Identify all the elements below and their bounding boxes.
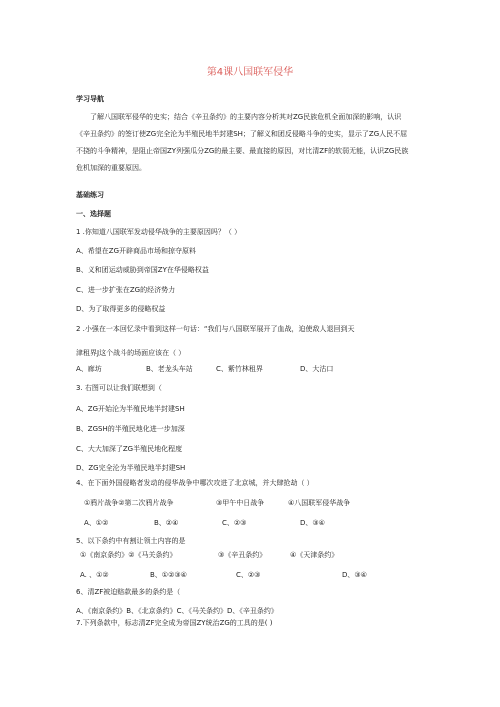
question-stem: 4、在下面外国侵略者发动的侵华战争中哪次攻进了北京城，并大肆抢劫（ ） xyxy=(76,479,314,487)
question-item: ③《辛丑条约》 xyxy=(218,551,267,559)
option: D、③④ xyxy=(342,571,367,579)
option: A、《南京条约》B、《北京条约》C、《马关条约》D、《辛丑条约》 xyxy=(76,607,278,615)
study-guide-line: 不挠的斗争精神，是阻止帝国ZY列强瓜分ZG的最主要、最直接的原因，对比清ZF的软弱无能，认识ZG民族 xyxy=(76,147,409,155)
basic-practice-heading: 基础练习 xyxy=(76,191,104,199)
option: A、①② xyxy=(84,519,109,527)
option: C、②③ xyxy=(222,519,247,527)
section-heading: 一、选择题 xyxy=(76,210,111,218)
option: D、为了取得更多的侵略权益 xyxy=(76,305,166,313)
option: B、ZGSH的半殖民地化进一步加深 xyxy=(76,425,185,433)
option: C、进一步扩张在ZG的经济势力 xyxy=(76,286,176,294)
option: C、②③ xyxy=(236,571,261,579)
study-guide-line: 了解八国联军侵华的史实；结合《辛丑条约》的主要内容分析其对ZG民族危机全面加深的影响，认识 xyxy=(90,113,402,121)
option: A. 、①② xyxy=(80,571,109,579)
option: C、紫竹林租界 xyxy=(216,365,263,373)
option: A、廊坊 xyxy=(76,365,102,373)
option: D、大沽口 xyxy=(300,365,334,373)
page-title: 第4课八国联军侵华 xyxy=(206,67,294,78)
option: D、③④ xyxy=(300,519,325,527)
option: B、义和团运动威胁到帝国ZY在华侵略权益 xyxy=(76,266,209,274)
study-guide-line: 《辛丑条约》的签订使ZG完全沦为半殖民地半封建SH；了解义和团反侵略斗争的史实，显示了ZG人民不屈 xyxy=(76,130,408,138)
question-item: ①《南京条约》②《马关条约》 xyxy=(80,551,177,559)
option: D、ZG完全沦为半殖民地半封建SH xyxy=(76,464,186,472)
option: A、希望在ZG开辟商品市场和掠夺原料 xyxy=(76,247,197,255)
question-stem-continued: 津租界J这个战斗的场面应该在（ ） xyxy=(76,349,186,357)
question-stem: 1 .你知道八国联军发动侵华战争的主要原因吗？（ ） xyxy=(76,228,242,236)
study-guide-heading: 学习导航 xyxy=(76,95,104,103)
option: B、②④ xyxy=(154,519,179,527)
question-stem: 6、清ZF被迫赔款最多的条约是（ xyxy=(76,588,181,596)
option: B、老龙头车站 xyxy=(146,365,193,373)
option: C、大大加深了ZG半殖民地化程度 xyxy=(76,445,183,453)
question-stem: 7.下列条款中，标志清ZF完全成为帝国ZY统治ZG的工具的是( ) xyxy=(76,619,273,627)
question-stem: 2 .小强在一本回忆录中看到这样一句话：“我们与八国联军展开了血战，迫使敌人退回到天 xyxy=(76,325,355,333)
question-item: ④《天津条约》 xyxy=(290,551,339,559)
study-guide-line: 危机加深的重要原因。 xyxy=(76,164,146,172)
question-item: ①鸦片战争②第二次鸦片战争 xyxy=(84,499,174,507)
option: B、①②③④ xyxy=(150,571,187,579)
question-stem: 5、以下条约中有割让领土内容的是 xyxy=(76,537,186,545)
question-stem: 3. 右图可以让我们联想到（ xyxy=(76,384,162,392)
option: A、ZG开始沦为半殖民地半封建SH xyxy=(76,405,185,413)
question-item: ③甲午中日战争 xyxy=(216,499,265,507)
question-item: ④八国联军侵华战争 xyxy=(288,499,351,507)
